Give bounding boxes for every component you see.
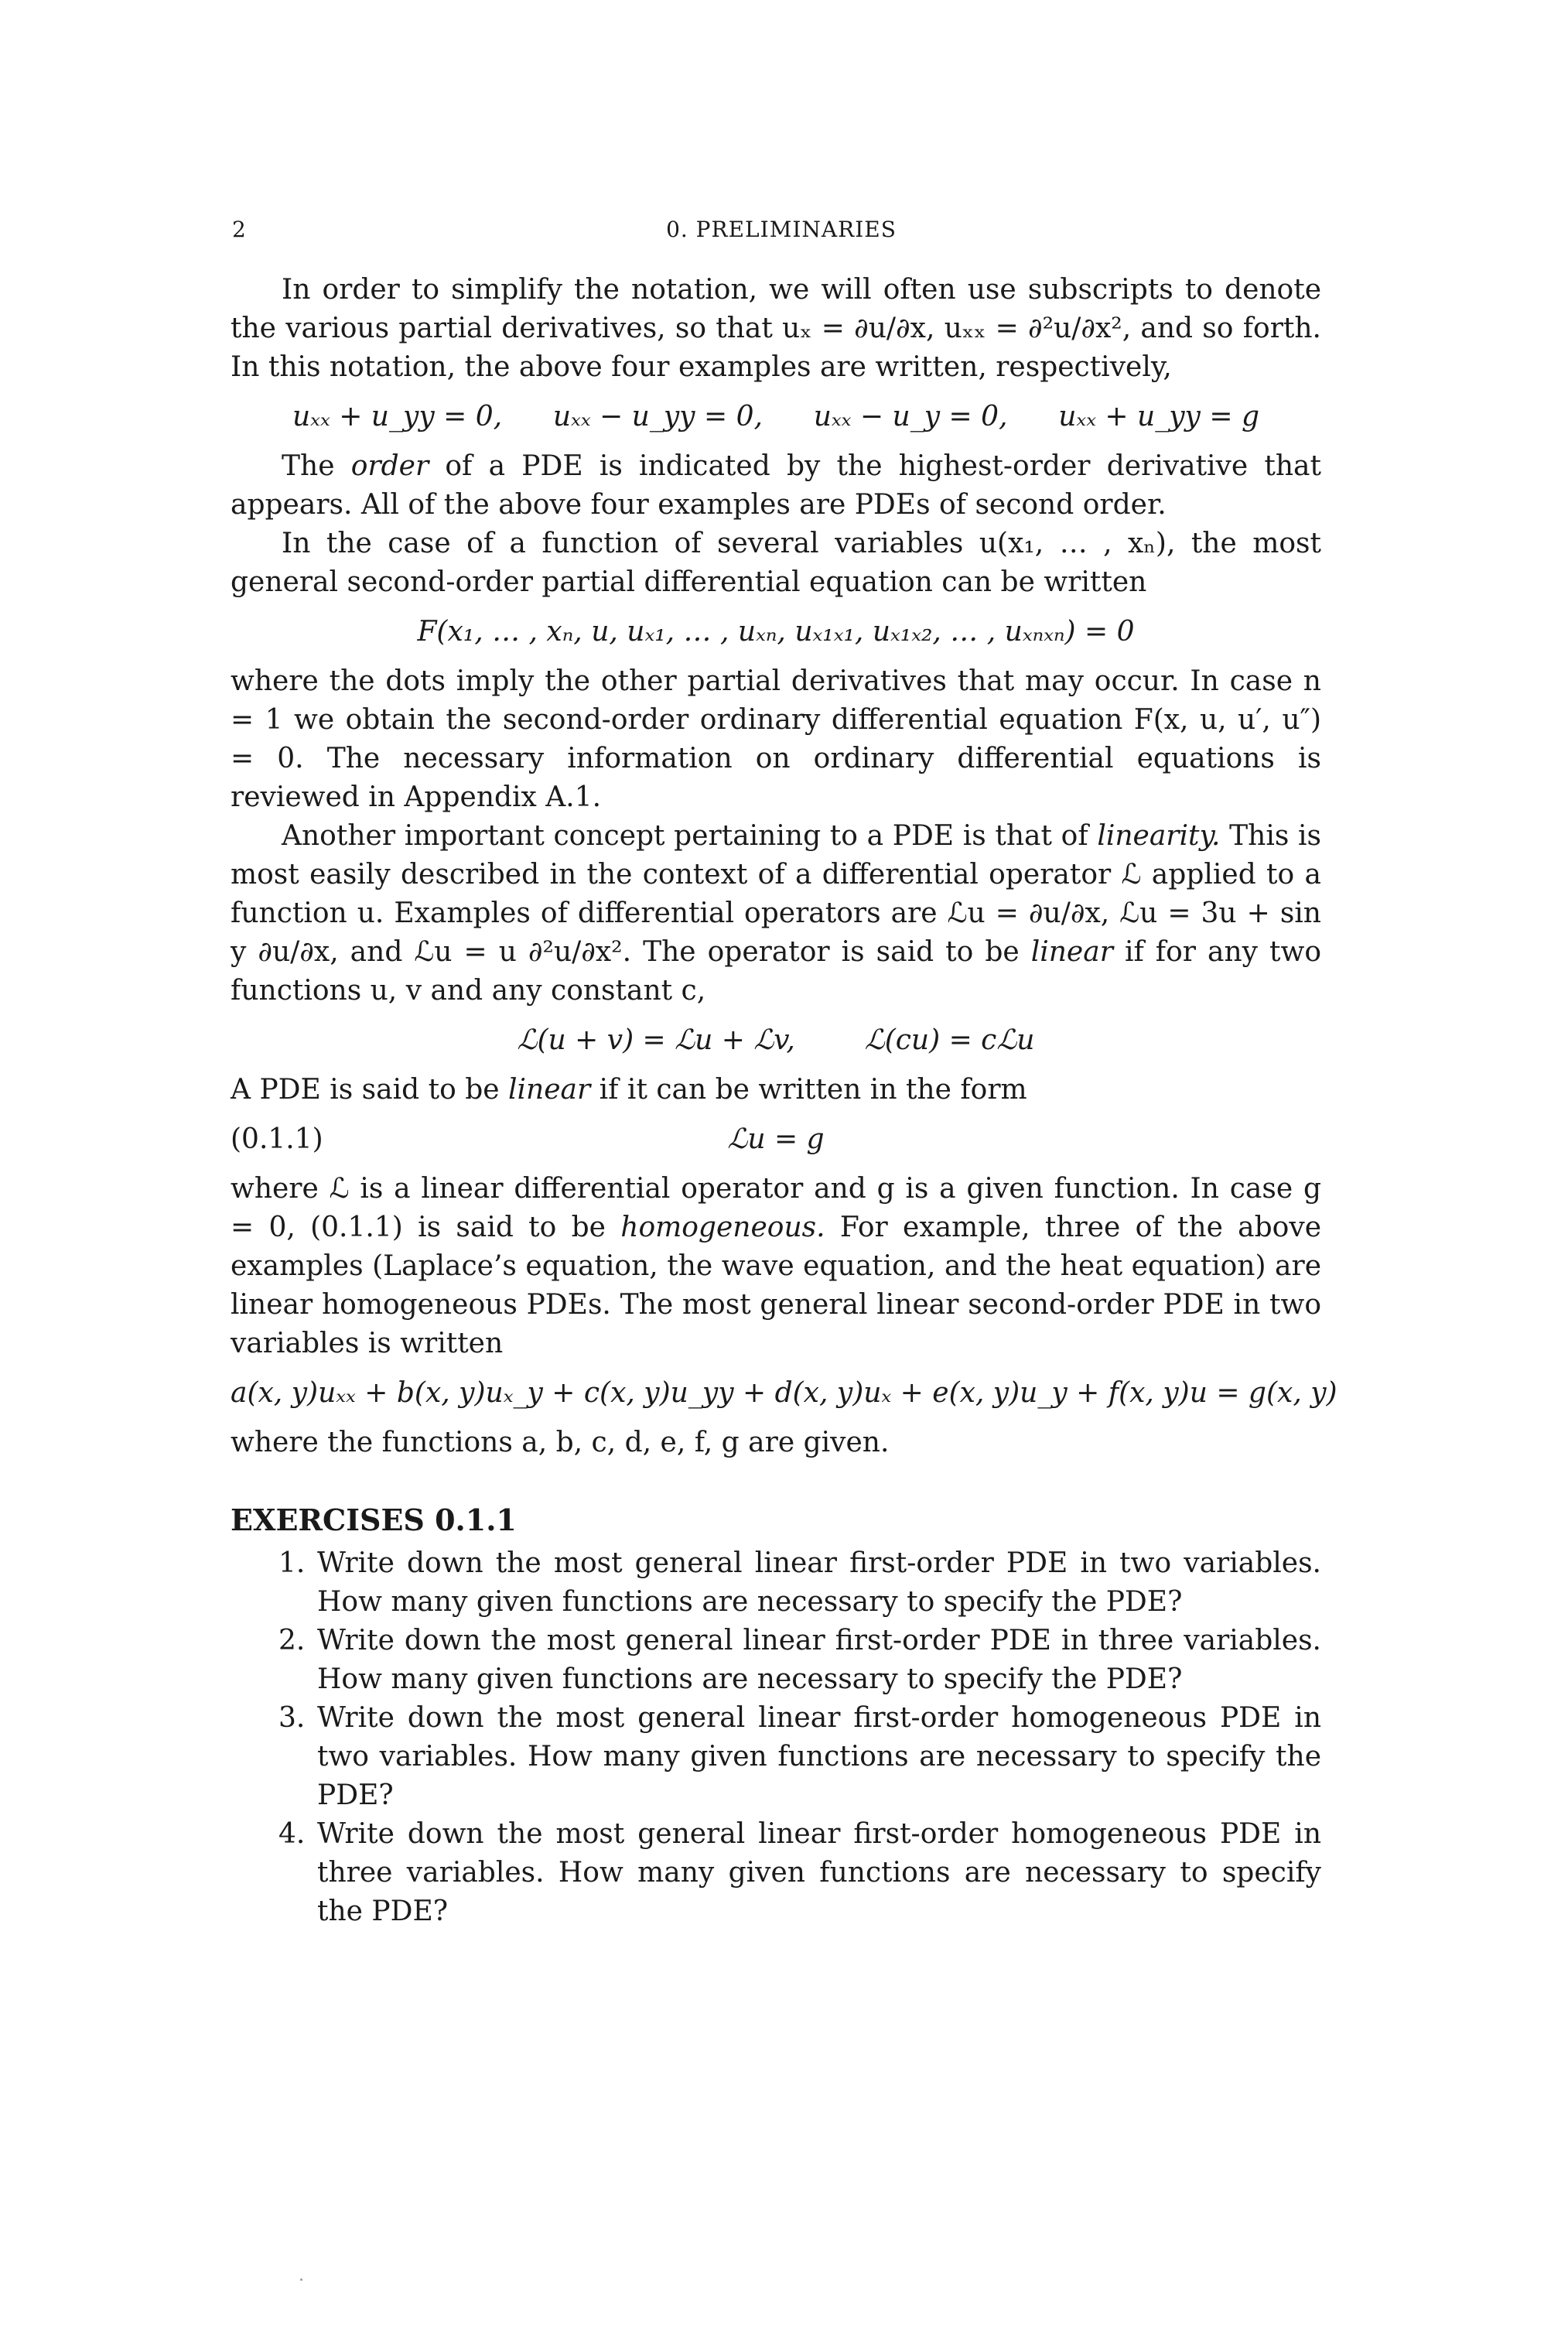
text-run: A PDE is said to be (231, 1074, 508, 1106)
term-homogeneous: homogeneous. (620, 1212, 825, 1243)
exercise-number: 4. (278, 1818, 306, 1850)
term-linear: linear (508, 1074, 591, 1106)
paragraph-linearity (231, 817, 1321, 1010)
equation-heat: uₓₓ − u_y = 0, (813, 401, 1008, 432)
text-run: of a PDE is indicated by the highest-order derivative that appears. All of the above four examples are PDEs of second order. (231, 450, 1321, 521)
body-text (231, 271, 1337, 1931)
text-run: if for any two functions u, v and any constant c, (231, 936, 1321, 1007)
exercise-list (231, 1544, 1321, 1931)
exercise-number: 1. (278, 1547, 306, 1579)
chapter-title: 0. PRELIMINARIES (666, 217, 897, 242)
equation-general-linear-second-order: a(x, y)uₓₓ + b(x, y)uₓ_y + c(x, y)u_yy + d(x, y)uₓ + e(x, y)u_y + f(x, y)u = g(x, y) (231, 1377, 1337, 1409)
exercise-item (231, 1544, 1321, 1622)
paragraph-several-variables: In the case of a function of several variables u(x₁, … , xₙ), the most general second-order partial differential equation can be written (231, 528, 1321, 598)
equation-general-second-order: F(x₁, … , xₙ, u, uₓ₁, … , uₓₙ, uₓ₁ₓ₁, uₓ₁ₓ₂, … , uₓₙₓₙ) = 0 (417, 616, 1135, 648)
term-linearity: linearity. (1097, 820, 1221, 852)
equation-body: ℒu = g (727, 1123, 825, 1155)
text-run: Another important concept pertaining to a PDE is that of (282, 820, 1098, 852)
running-head (232, 217, 1331, 248)
text-run: if it can be written in the form (590, 1074, 1027, 1106)
exercise-item (231, 1815, 1321, 1931)
term-order: order (350, 450, 429, 482)
paragraph-ode-case: where the dots imply the other partial derivatives that may occur. In case n = 1 we obtain the second-order ordinary differential equation F(x, u, u′, u″) = 0. The necessary information on ordinary differential equations is reviewed in Appendix A.1. (231, 665, 1321, 813)
equation-four-examples (231, 398, 1321, 436)
equation-number: (0.1.1) (231, 1123, 323, 1155)
text-run: For example, three of the above examples (Laplace’s equation, the wave equation, and the heat equation) are linear homogeneous PDEs. The most general linear second-order PDE in two variables is written (231, 1212, 1321, 1359)
paragraph-order (231, 447, 1321, 525)
equation-poisson: uₓₓ + u_yy = g (1058, 401, 1259, 432)
exercises-heading: EXERCISES 0.1.1 (231, 1502, 517, 1537)
text-run: This is most easily described in the context of a differential operator ℒ applied to a function u. Examples of differential operators are ℒu = ∂u/∂x, ℒu = 3u + sin y ∂u/∂x, and ℒu = u ∂²u/∂x². The operator is said to be (231, 820, 1321, 968)
exercise-text: Write down the most general linear first-order PDE in three variables. How many given functions are necessary to specify the PDE? (317, 1625, 1321, 1695)
exercise-item (231, 1699, 1321, 1815)
paragraph-subscript-notation: In order to simplify the notation, we will often use subscripts to denote the various partial derivatives, so that uₓ = ∂u/∂x, uₓₓ = ∂²u/∂x², and so forth. In this notation, the above four examples are written, respectively, (231, 274, 1321, 383)
text-run: where ℒ is a linear differential operator and g is a given function. In case g = 0, (0.1.1) is said to be (231, 1173, 1321, 1243)
page-number: 2 (232, 217, 247, 242)
exercise-item (231, 1622, 1321, 1699)
scan-speck (300, 2278, 302, 2281)
equation-additivity: ℒ(u + v) = ℒu + ℒv, (517, 1024, 795, 1056)
equation-wave: uₓₓ − u_yy = 0, (552, 401, 763, 432)
exercise-text: Write down the most general linear first-order homogeneous PDE in three variables. How many given functions are necessary to specify the PDE? (317, 1818, 1321, 1927)
term-linear: linear (1030, 936, 1113, 968)
paragraph-functions-given: where the functions a, b, c, d, e, f, g are given. (231, 1427, 890, 1458)
exercise-number: 2. (278, 1625, 306, 1656)
paragraph-linear-pde (231, 1071, 1321, 1109)
equation-laplace: uₓₓ + u_yy = 0, (292, 401, 503, 432)
text-run: The (282, 450, 351, 482)
exercise-text: Write down the most general linear first-order homogeneous PDE in two variables. How many given functions are necessary to specify the PDE? (317, 1702, 1321, 1811)
exercise-text: Write down the most general linear first-order PDE in two variables. How many given functions are necessary to specify the PDE? (317, 1547, 1321, 1618)
equation-linearity-conditions (231, 1021, 1321, 1060)
paragraph-homogeneous (231, 1170, 1321, 1363)
equation-homogeneity: ℒ(cu) = cℒu (864, 1024, 1035, 1056)
exercise-number: 3. (278, 1702, 306, 1734)
equation-0-1-1 (231, 1120, 1321, 1159)
